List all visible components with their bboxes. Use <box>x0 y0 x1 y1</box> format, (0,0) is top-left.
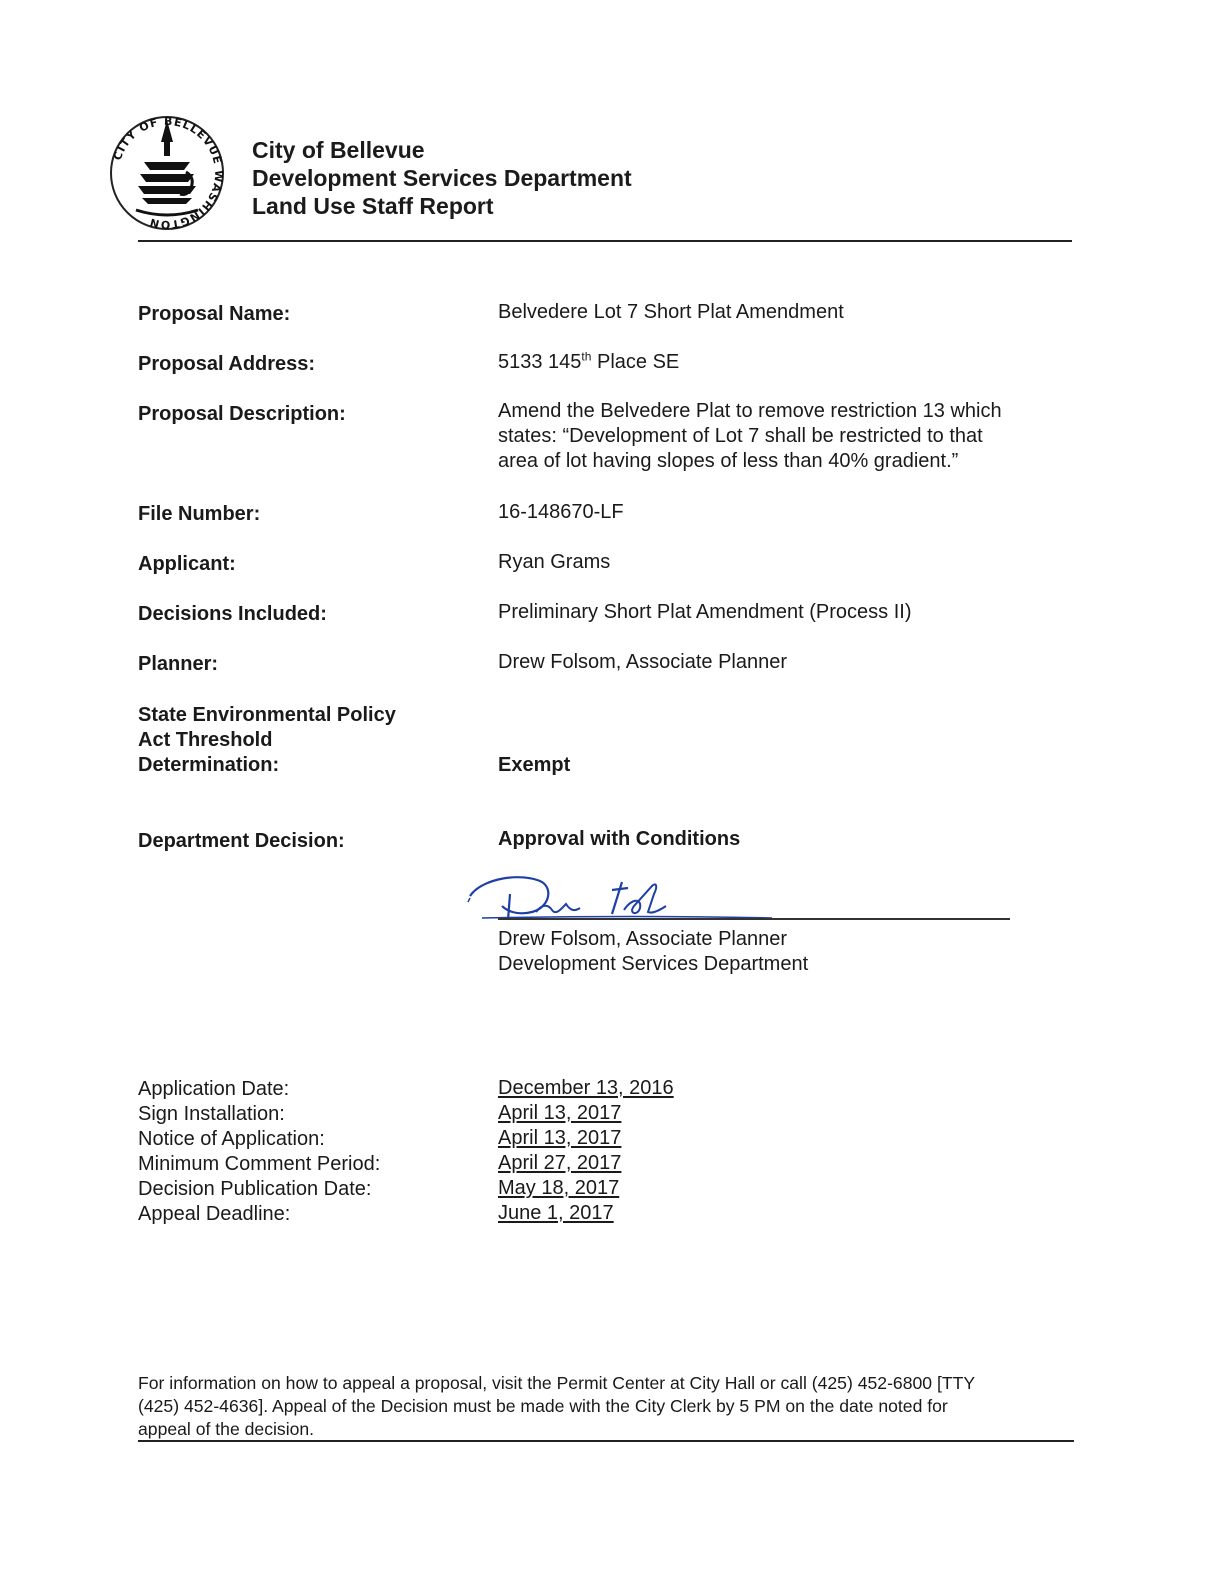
footer-line: appeal of the decision. <box>138 1419 315 1439</box>
header-department: Development Services Department <box>252 165 632 191</box>
address-ordinal-suffix: th <box>581 349 592 364</box>
department-decision-value: Approval with Conditions <box>498 828 741 850</box>
date-value: December 13, 2016 <box>498 1077 674 1099</box>
svg-text:CITY OF BELLEVUE WASHINGTON: CITY OF BELLEVUE WASHINGTON <box>110 114 226 232</box>
date-value: May 18, 2017 <box>498 1177 620 1199</box>
signature-line <box>498 918 1010 920</box>
header-report-type: Land Use Staff Report <box>252 193 494 219</box>
footer-line: For information on how to appeal a proposal, visit the Permit Center at City Hall or call (425) 452-6800 [TTY <box>138 1373 976 1393</box>
planner-label: Planner: <box>138 653 219 675</box>
address-street: Place SE <box>591 351 680 373</box>
department-decision-value-wrap <box>498 827 1068 852</box>
signer-department: Development Services Department <box>498 953 809 975</box>
signer-name-title: Drew Folsom, Associate Planner <box>498 928 788 950</box>
sepa-label-line: State Environmental Policy <box>138 704 396 726</box>
date-value: April 13, 2017 <box>498 1127 622 1149</box>
proposal-address-value <box>498 350 1068 375</box>
sepa-label-line: Determination: <box>138 754 280 776</box>
header-divider <box>138 240 1072 242</box>
date-label: Minimum Comment Period: <box>138 1153 381 1175</box>
proposal-address-label: Proposal Address: <box>138 353 316 375</box>
sepa-value: Exempt <box>498 754 571 776</box>
applicant-value: Ryan Grams <box>498 551 611 573</box>
date-label: Application Date: <box>138 1078 290 1100</box>
description-line: area of lot having slopes of less than 40% gradient.” <box>498 450 959 472</box>
decisions-included-value: Preliminary Short Plat Amendment (Process II) <box>498 601 912 623</box>
footer-divider <box>138 1440 1074 1442</box>
planner-value: Drew Folsom, Associate Planner <box>498 651 788 673</box>
sepa-label <box>138 703 396 778</box>
proposal-description-value <box>498 399 1068 474</box>
date-value: June 1, 2017 <box>498 1202 614 1224</box>
date-label: Appeal Deadline: <box>138 1203 291 1225</box>
applicant-label: Applicant: <box>138 553 236 575</box>
department-decision-label: Department Decision: <box>138 830 345 852</box>
address-number: 5133 145 <box>498 351 582 373</box>
footer-line: (425) 452-4636]. Appeal of the Decision must be made with the City Clerk by 5 PM on the date noted for <box>138 1396 948 1416</box>
date-value: April 13, 2017 <box>498 1102 622 1124</box>
date-label: Sign Installation: <box>138 1103 285 1125</box>
date-label: Decision Publication Date: <box>138 1178 372 1200</box>
file-number-value: 16-148670-LF <box>498 501 624 523</box>
header-city: City of Bellevue <box>252 137 425 163</box>
proposal-name-label: Proposal Name: <box>138 303 291 325</box>
date-value: April 27, 2017 <box>498 1152 622 1174</box>
description-line: states: “Development of Lot 7 shall be restricted to that <box>498 425 983 447</box>
sepa-value-wrap <box>498 753 1068 778</box>
proposal-name-value: Belvedere Lot 7 Short Plat Amendment <box>498 301 844 323</box>
appeal-information-footer <box>138 1372 1074 1441</box>
date-label: Notice of Application: <box>138 1128 325 1150</box>
file-number-label: File Number: <box>138 503 261 525</box>
description-line: Amend the Belvedere Plat to remove restriction 13 which <box>498 400 1002 422</box>
sepa-label-line: Act Threshold <box>138 729 273 751</box>
proposal-description-label: Proposal Description: <box>138 403 346 425</box>
city-seal-logo <box>106 112 228 234</box>
decisions-included-label: Decisions Included: <box>138 603 327 625</box>
